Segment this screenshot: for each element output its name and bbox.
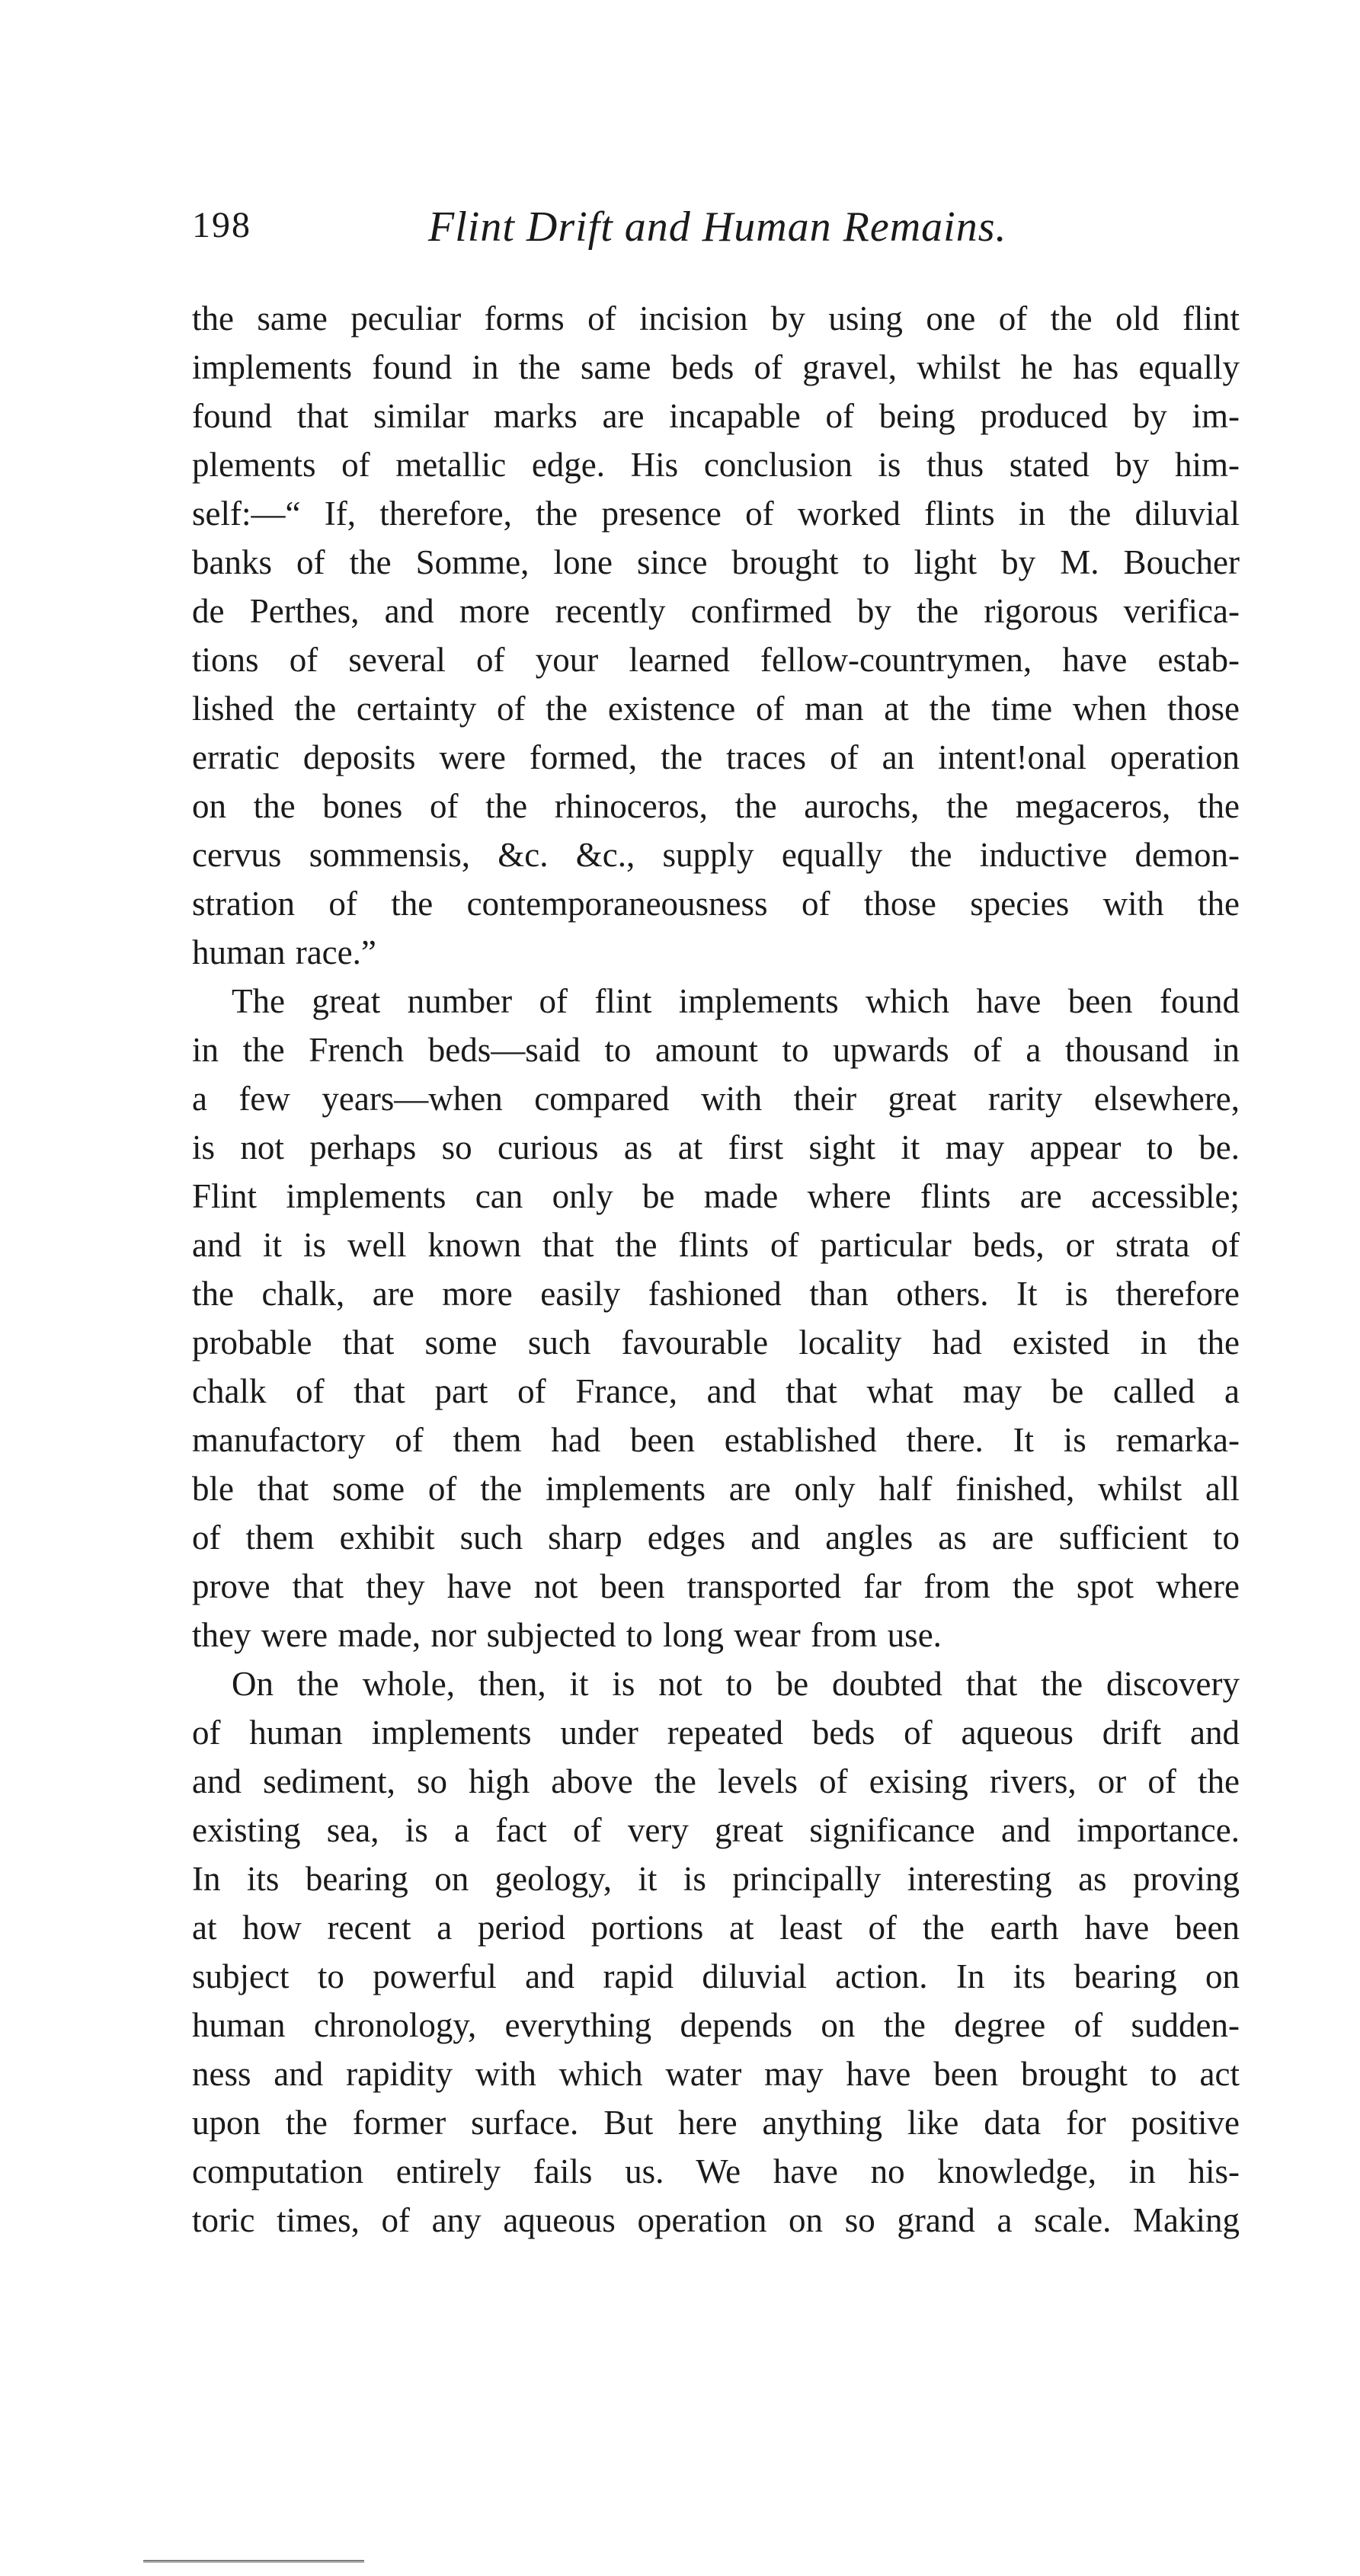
text-line: de Perthes, and more recently confirmed by the rigorous verifica-: [192, 592, 1240, 630]
text-line: of them exhibit such sharp edges and angles as are sufficient to: [192, 1518, 1240, 1557]
text-line: the chalk, are more easily fashioned than others. It is therefore: [192, 1275, 1240, 1313]
text-line: on the bones of the rhinoceros, the aurochs, the megaceros, the: [192, 787, 1240, 825]
text-line: of human implements under repeated beds of aqueous drift and: [192, 1714, 1240, 1752]
text-line: they were made, nor subjected to long wear from use.: [192, 1616, 942, 1654]
text-line: manufactory of them had been established there. It is remarka-: [192, 1421, 1240, 1459]
text-line: human race.”: [192, 933, 376, 971]
text-line: In its bearing on geology, it is principally interesting as proving: [192, 1860, 1240, 1898]
text-line: ness and rapidity with which water may have been brought to act: [192, 2055, 1240, 2093]
text-line: plements of metallic edge. His conclusion is thus stated by him-: [192, 446, 1240, 484]
text-line: The great number of flint implements which have been found: [232, 982, 1240, 1020]
text-line: subject to powerful and rapid diluvial action. In its bearing on: [192, 1957, 1240, 1995]
text-line: at how recent a period portions at least of the earth have been: [192, 1909, 1240, 1947]
text-line: and it is well known that the flints of particular beds, or strata of: [192, 1226, 1240, 1264]
text-line: prove that they have not been transported far from the spot where: [192, 1567, 1240, 1605]
text-line: banks of the Somme, lone since brought to light by M. Boucher: [192, 543, 1240, 581]
body-text: [192, 294, 1240, 2245]
text-line: and sediment, so high above the levels of exising rivers, or of the: [192, 1762, 1240, 1800]
text-line: implements found in the same beds of gravel, whilst he has equally: [192, 348, 1240, 386]
paragraph-flint-implements: [192, 977, 1240, 1659]
text-line: lished the certainty of the existence of man at the time when those: [192, 690, 1240, 728]
text-line: Flint implements can only be made where flints are accessible;: [192, 1177, 1240, 1215]
text-line: toric times, of any aqueous operation on so grand a scale. Making: [192, 2201, 1240, 2239]
text-line: tions of several of your learned fellow-countrymen, have estab-: [192, 641, 1240, 679]
text-line: a few years—when compared with their great rarity elsewhere,: [192, 1080, 1240, 1118]
text-line: computation entirely fails us. We have no knowledge, in his-: [192, 2152, 1240, 2190]
footer-rule: [143, 2560, 364, 2562]
text-line: upon the former surface. But here anything like data for positive: [192, 2104, 1240, 2142]
text-line: erratic deposits were formed, the traces of an intent!onal operation: [192, 738, 1240, 776]
running-title: Flint Drift and Human Remains.: [428, 203, 1007, 251]
paragraph-on-the-whole: [192, 1659, 1240, 2245]
text-line: existing sea, is a fact of very great significance and importance.: [192, 1811, 1240, 1849]
text-line: found that similar marks are incapable of being produced by im-: [192, 397, 1240, 435]
text-line: On the whole, then, it is not to be doubted that the discovery: [232, 1665, 1240, 1703]
text-line: is not perhaps so curious as at first sight it may appear to be.: [192, 1128, 1240, 1166]
text-line: stration of the contemporaneousness of those species with the: [192, 885, 1240, 923]
paragraph-continuation: [192, 294, 1240, 977]
page-number: 198: [192, 205, 251, 245]
text-line: human chronology, everything depends on the degree of sudden-: [192, 2006, 1240, 2044]
running-head: [192, 204, 1240, 258]
text-line: ble that some of the implements are only half finished, whilst all: [192, 1470, 1240, 1508]
text-line: in the French beds—said to amount to upwards of a thousand in: [192, 1031, 1240, 1069]
text-line: self:—“ If, therefore, the presence of worked flints in the diluvial: [192, 494, 1240, 533]
text-line: probable that some such favourable locality had existed in the: [192, 1323, 1240, 1362]
text-line: chalk of that part of France, and that what may be called a: [192, 1372, 1240, 1410]
text-line: the same peculiar forms of incision by using one of the old flint: [192, 299, 1240, 338]
text-line: cervus sommensis, &c. &c., supply equally the inductive demon-: [192, 836, 1240, 874]
